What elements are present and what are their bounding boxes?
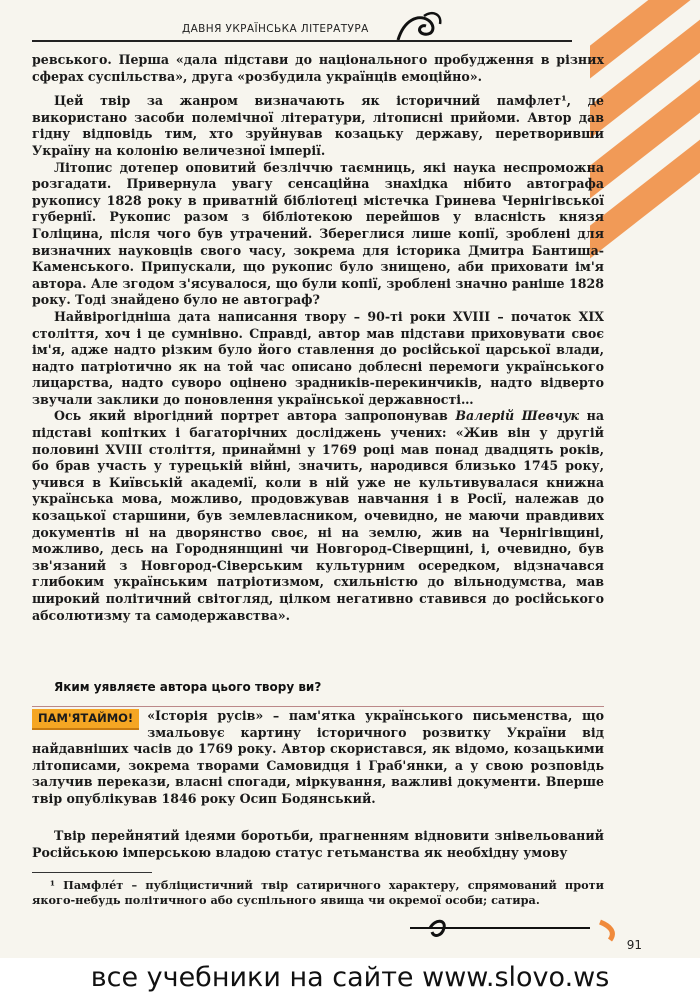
bottom-ornament-icon: [410, 918, 620, 942]
paragraph: Ось який вірогідний портрет автора запропонував Валерій Шевчук на підставі копітких і багаторічних досліджень учених: «Жив він у другій половині XVIII століття, принаймні у 1769 році мав понад двадцять років, бо брав участь у турецькій війні, значить, народився близько 1745 року, учився в Київській академії, коли в ній уже не культивувалася книжна українська мова, можливо, продовжував навчання і в Росії, належав до козацької старшини, був землевласником, очевидно, не маючи правдивих документів ні на дворянство своє, ні на землю, жив на Чернігівщині, можливо, десь на Городнянщині чи Новгород-Сіверщині, і, очевидно, був зв'язаний з Новгород-Сіверським культурним осередком, відзначався глибоким українським патріотизмом, схильністю до вільнодумства, мав широкий політичний світогляд, цілком негативно ставився до російського абсолютизму та самодержавства».: [32, 408, 605, 623]
divider: [32, 706, 604, 707]
footnote: [32, 878, 604, 908]
footnote-number: ¹: [50, 878, 55, 892]
question-heading: Яким уявляєте автора цього твору ви?: [54, 680, 322, 694]
paragraph: Цей твір за жанром визначають як історичний памфлет¹, де використано засоби полемічної літератури, літописні прийоми. Автор дав гідну відповідь тим, хто зруйнував козацьку державу, перетворивши Україну на колонію величезної імперії.: [32, 93, 604, 158]
page-number: 91: [626, 938, 642, 952]
footnote-term: Памфлéт: [63, 878, 124, 892]
header-rule: [32, 40, 572, 42]
footnote-rule: [32, 872, 152, 873]
paragraph: Літопис дотепер оповитий безліччю таємниць, які наука неспроможна розгадати. Привернула увагу сенсаційна знахідка нібито автографа рукопису 1828 року в приватній бібліотеці містечка Гринева Чернігівської губернії. Рукопис разом з бібліотекою перейшов у власність князя Голіцина, після чого був утрачений. Збереглися лише копії, зроблені для визначних науковців свого часу, зокрема для історика Дмитра Бантиша-Каменського. Припускали, що рукопис було знищено, аби приховати ім'я автора. Але згодом з'ясувалося, що були копії, зроблені значно раніше 1828 року. Тоді знайдено було не автограф?: [32, 159, 604, 308]
watermark-banner: все учебники на сайте www.slovo.ws: [0, 958, 700, 1000]
main-text: [32, 52, 604, 624]
remember-box: [32, 708, 604, 808]
ornament-icon: [394, 10, 444, 44]
paragraph: Найвірогідніша дата написання твору – 90-ті роки XVIII – початок XIX століття, хоч і це сумнівно. Справді, автор мав підстави приховувати своє ім'я, адже надто різким було його ставлення до російської царської влади, надто патріотично як на той час описано доблесні перемоги українського лицарства, надто суворо оцінено зрадників-перекинчиків, надто відверто звучали заклики до поновлення української державності…: [32, 308, 604, 407]
remember-text: «Історія русів» – пам'ятка українського письменства, що змальовує картину історичного розвитку України від найдавніших часів до 1769 року. Автор скористався, як відомо, козацькими літописами, зокрема творами Самовидця і Граб'янки, а у свою розповідь залучив перекази, власні спогади, міркування, важливі документи. Вперше твір опублікував 1846 року Осип Бодянський.: [32, 708, 604, 806]
running-header: [32, 10, 642, 46]
closing-text: [32, 828, 604, 861]
header-title: ДАВНЯ УКРАЇНСЬКА ЛІТЕРАТУРА: [182, 23, 369, 35]
author-name: Валерій Шевчук: [455, 408, 580, 424]
remember-badge: ПАМ'ЯТАЙМО!: [32, 709, 139, 730]
footnote-text: – публіцистичний твір сатиричного характеру, спрямований проти якого-небудь політичного або суспільного явища чи окремої особи; сатира.: [32, 878, 605, 907]
decorative-stripes: [590, 0, 700, 940]
paragraph: Твір перейнятий ідеями боротьби, прагненням відновити знівельований Російською імперською владою статус гетьманства як необхідну умову: [32, 828, 604, 860]
paragraph: ревського. Перша «дала підстави до національного пробудження в різних сферах суспільства», друга «розбудила українців емоційно».: [32, 52, 604, 84]
